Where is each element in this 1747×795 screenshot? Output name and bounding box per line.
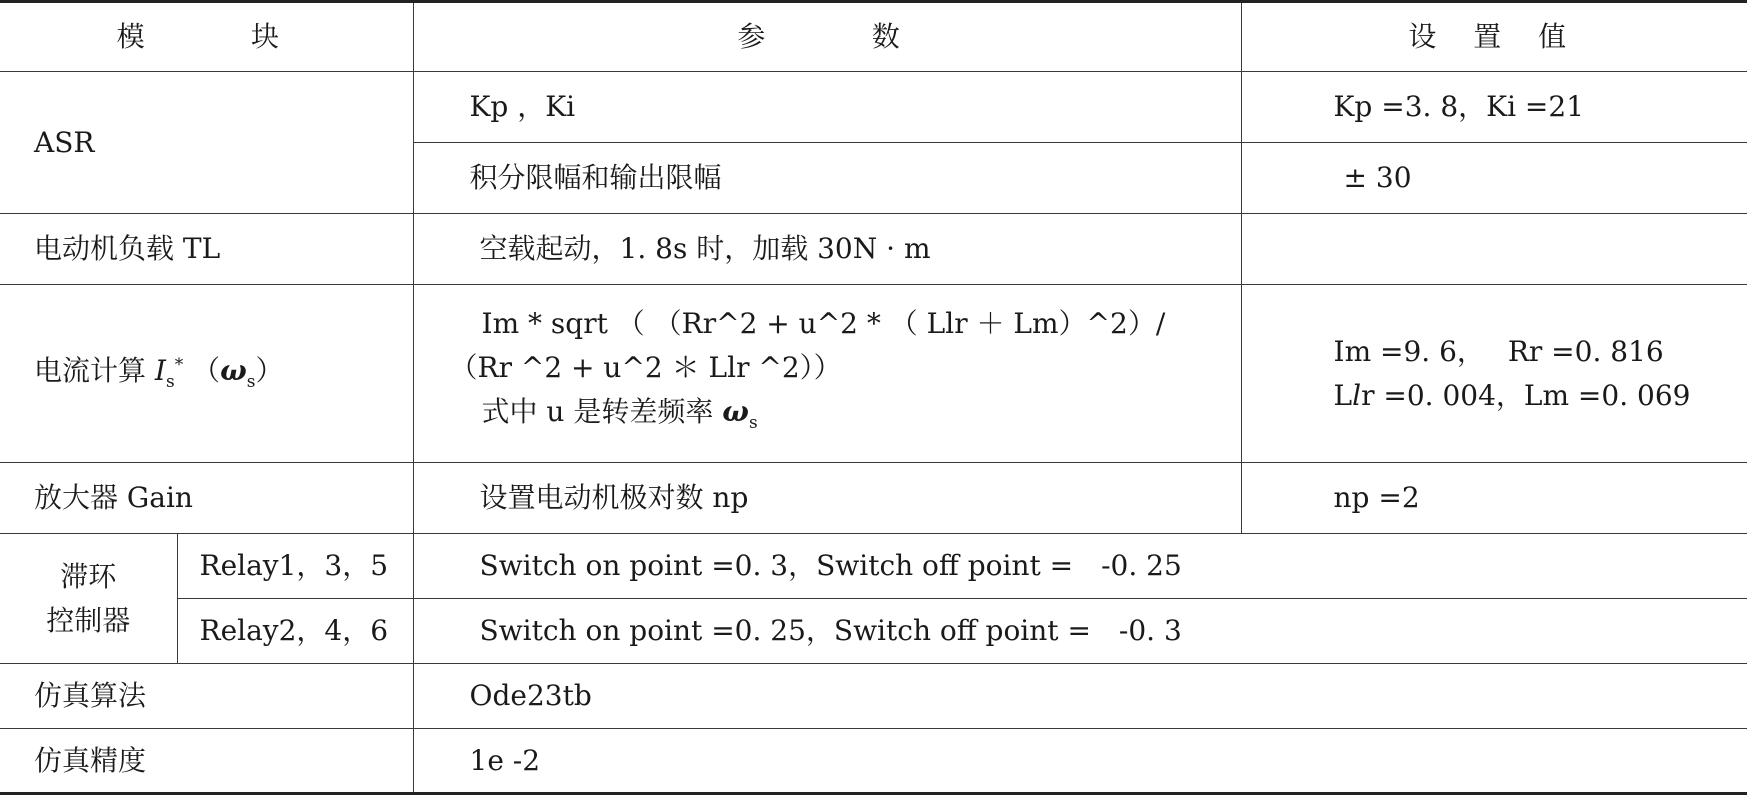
llr-italic-l: l <box>1352 378 1362 412</box>
asr-value-limit: ± 30 <box>1241 143 1747 214</box>
current-paren-close: ） <box>255 354 284 387</box>
gain-module-cell: 放大器 Gain <box>0 463 413 534</box>
relay-2-param: Switch on point =0. 25，Switch off point = -0. 3 <box>413 599 1747 664</box>
omega-sub: s <box>748 413 758 433</box>
current-module-cell <box>0 285 413 463</box>
formula-line-1: Im * sqrt （ （Rr^2 + u^2 * （ Llr ＋ Lm）^2）/ <box>481 307 1166 340</box>
omega-symbol: ω <box>722 395 749 428</box>
asr-param-kp-ki: Kp ，Ki <box>413 72 1241 143</box>
current-paren-open: （ <box>183 354 221 387</box>
current-value-line-1: Im =9. 6， Rr =0. 816 <box>1333 334 1664 368</box>
gain-param: 设置电动机极对数 np <box>413 463 1241 534</box>
table-row-current <box>0 285 1747 463</box>
table-row-load <box>0 214 1747 285</box>
table-row-precision <box>0 729 1747 794</box>
formula-note: 式中 u 是转差频率 <box>481 395 723 428</box>
relay-1-name: Relay1，3，5 <box>177 534 413 599</box>
current-value <box>1241 285 1747 463</box>
algorithm-module-cell: 仿真算法 <box>0 664 413 729</box>
current-value-line-2 <box>1334 374 1747 418</box>
current-symbol-sup: * <box>174 355 184 375</box>
table-row-relay-2 <box>0 599 1747 664</box>
table-row-gain <box>0 463 1747 534</box>
header-setting: 设 置 值 <box>1241 2 1747 72</box>
relay-1-param: Switch on point =0. 3，Switch off point = -0. 25 <box>413 534 1747 599</box>
precision-value: 1e -2 <box>413 729 1747 794</box>
relay-2-name: Relay2，4，6 <box>177 599 413 664</box>
llr-prefix: L <box>1333 378 1353 412</box>
header-module: 模 块 <box>0 2 413 72</box>
algorithm-value: Ode23tb <box>413 664 1747 729</box>
load-value <box>1241 214 1747 285</box>
asr-value-kp-ki: Kp =3. 8，Ki =21 <box>1241 72 1747 143</box>
gain-value: np =2 <box>1241 463 1747 534</box>
hysteresis-label-line-1: 滞环 <box>60 559 117 593</box>
current-symbol-sub: s <box>165 372 175 392</box>
header-row <box>0 2 1747 72</box>
table-row-algorithm <box>0 664 1747 729</box>
precision-module-cell: 仿真精度 <box>0 729 413 794</box>
header-parameter: 参 数 <box>413 2 1241 72</box>
asr-param-limit: 积分限幅和输出限幅 <box>413 143 1241 214</box>
table-row-relay-1 <box>0 534 1747 599</box>
table-row-asr-1 <box>0 72 1747 143</box>
asr-module-cell: ASR <box>0 72 413 214</box>
current-param-formula <box>413 285 1241 463</box>
formula-line-2: （Rr ^2 + u^2 ＊ Llr ^2）） <box>449 351 842 384</box>
load-module-cell: 电动机负载 TL <box>0 214 413 285</box>
current-symbol-i: I <box>154 354 166 387</box>
omega-symbol: ω <box>220 354 247 387</box>
current-module-label: 电流计算 <box>34 354 155 387</box>
hysteresis-label-line-2: 控制器 <box>46 603 131 637</box>
hysteresis-module-cell <box>0 534 177 664</box>
llr-rest: r =0. 004，Lm =0. 069 <box>1361 378 1691 412</box>
omega-sub: s <box>246 372 256 392</box>
formula-line-3 <box>450 390 1241 445</box>
load-param: 空载起动，1. 8s 时，加载 30N · m <box>413 214 1241 285</box>
